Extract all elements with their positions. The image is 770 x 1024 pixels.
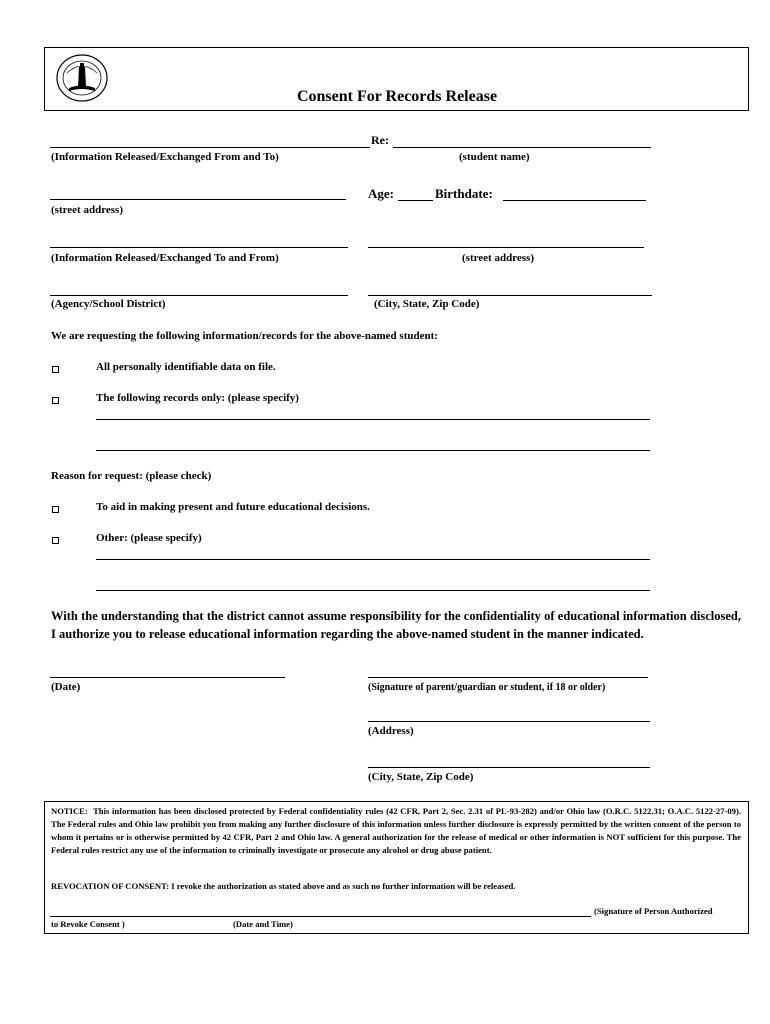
city-state-zip-label-2: (City, State, Zip Code) <box>368 771 474 783</box>
checkbox-educational-decisions[interactable] <box>52 506 59 513</box>
option-following-records: The following records only: (please specify) <box>96 392 299 404</box>
address-line[interactable] <box>368 721 650 722</box>
notice-text <box>51 805 741 857</box>
street-address-line-2[interactable] <box>368 247 644 248</box>
other-specify-line-2[interactable] <box>96 590 650 591</box>
notice-heading: NOTICE: <box>51 806 88 816</box>
revoke-signature-line[interactable] <box>50 916 591 917</box>
reason-intro: Reason for request: (please check) <box>51 470 212 482</box>
birthdate-label: Birthdate: <box>435 186 493 201</box>
info-to-label: (Information Released/Exchanged To and From) <box>51 252 279 264</box>
student-name-line[interactable] <box>393 147 651 148</box>
option-other: Other: (please specify) <box>96 532 202 544</box>
age-line[interactable] <box>398 200 433 201</box>
street-address-label-2: (street address) <box>462 252 534 264</box>
revocation-statement: REVOCATION OF CONSENT: I revoke the authorization as stated above and as such no further information will be released. <box>51 881 516 891</box>
re-label: Re: <box>371 133 389 147</box>
city-state-zip-line-2[interactable] <box>368 767 650 768</box>
option-educational-decisions: To aid in making present and future educational decisions. <box>96 501 370 513</box>
age-label: Age: <box>368 186 394 201</box>
agency-line[interactable] <box>50 295 348 296</box>
street-address-line-1[interactable] <box>50 199 346 200</box>
revoke-signature-label: (Signature of Person Authorized <box>594 906 713 916</box>
revoke-date-label: (Date and Time) <box>233 919 293 929</box>
signature-label: (Signature of parent/guardian or student, if 18 or older) <box>368 682 606 693</box>
info-from-label: (Information Released/Exchanged From and To) <box>51 151 279 163</box>
info-to-line[interactable] <box>50 247 348 248</box>
student-name-label: (student name) <box>459 151 530 163</box>
records-specify-line-2[interactable] <box>96 450 650 451</box>
info-from-line[interactable] <box>50 147 370 148</box>
street-address-label-1: (street address) <box>51 204 123 216</box>
checkbox-following-records[interactable] <box>52 397 59 404</box>
authorization-statement: With the understanding that the district cannot assume responsibility for the confidentiality of educational information disclosed, I authorize you to release educational information regarding the above-named student in the manner indicated. <box>51 609 741 641</box>
date-line[interactable] <box>50 677 285 678</box>
signature-line[interactable] <box>368 677 648 678</box>
option-all-data: All personally identifiable data on file. <box>96 361 276 373</box>
request-intro: We are requesting the following information/records for the above-named student: <box>51 330 438 342</box>
records-specify-line-1[interactable] <box>96 419 650 420</box>
notice-body: This information has been disclosed protected by Federal confidentiality rules (42 CFR, Part 2, Sec. 2.31 of PL-93-282) and/or Ohio law (O.R.C. 5122.31; O.A.C. 5122-27-09). The Federal rules and Ohio law prohibit you from making any further disclosure of this information unless further disclosure is expressly permitted by the written consent of the person to whom it pertains or is otherwise permitted by 42 CFR, Part 2 and Ohio law. A general authorization for the release of medical or other information is NOT sufficient for this purpose. The Federal rules restrict any use of the information to criminally investigate or prosecute any alcohol or drug abuse patient. <box>51 806 741 855</box>
revoke-consent-label: to Revoke Consent ) <box>51 919 125 929</box>
other-specify-line-1[interactable] <box>96 559 650 560</box>
page-title: Consent For Records Release <box>296 88 498 105</box>
address-label: (Address) <box>368 725 414 737</box>
agency-label: (Agency/School District) <box>51 298 166 310</box>
birthdate-line[interactable] <box>503 200 646 201</box>
checkbox-other[interactable] <box>52 537 59 544</box>
city-state-zip-label-1: (City, State, Zip Code) <box>374 298 480 310</box>
checkbox-all-data[interactable] <box>52 366 59 373</box>
city-state-zip-line-1[interactable] <box>368 295 652 296</box>
date-label: (Date) <box>51 681 81 693</box>
